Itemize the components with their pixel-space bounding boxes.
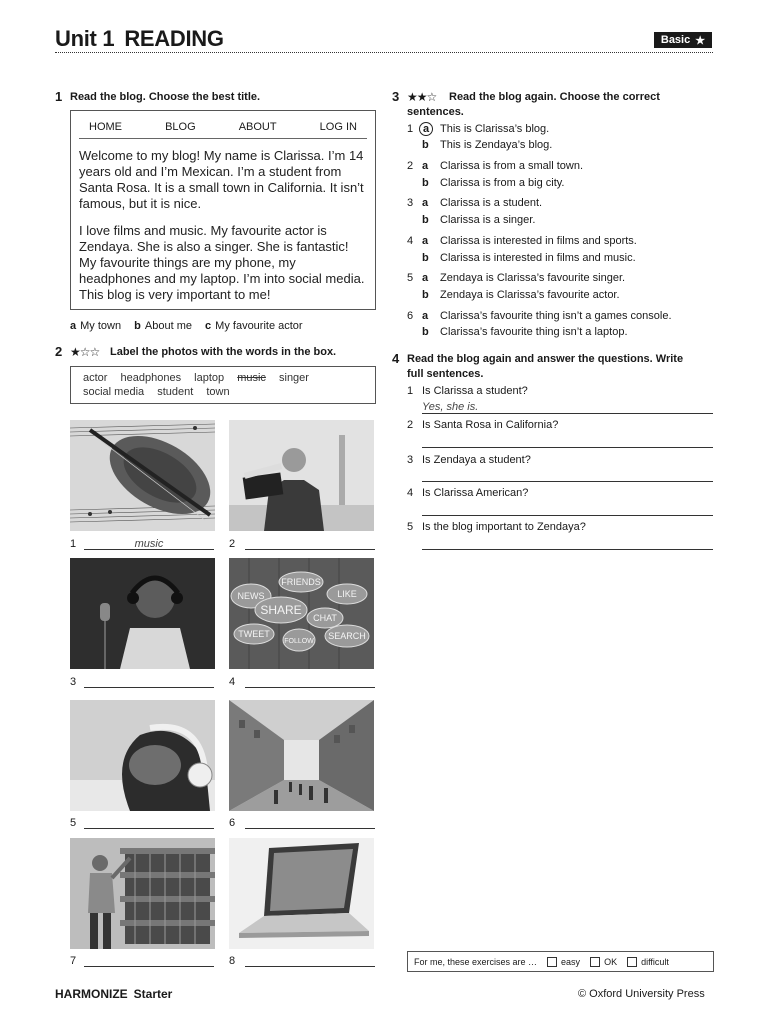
checkbox-ok[interactable] — [590, 957, 600, 967]
blog-paragraph-1: Welcome to my blog! My name is Clarissa. I’m 14 years old and I’m Mexican. I’m a student from Santa Rosa. It is a small town in California. It isn’t famous, but it is nice. — [79, 148, 364, 211]
level-label: Basic — [660, 34, 691, 46]
exercise-2-instruction: Label the photos with the words in the box. — [110, 346, 337, 358]
option-a[interactable]: a My town — [70, 320, 122, 332]
word: laptop — [194, 372, 225, 384]
label-answer-2[interactable] — [245, 538, 375, 550]
label-answer-7[interactable] — [84, 955, 214, 967]
question-number: 5 — [407, 521, 414, 533]
option-letter[interactable]: a — [422, 310, 429, 322]
photo-town — [229, 700, 374, 811]
option-c[interactable]: c My favourite actor — [205, 320, 303, 332]
question-number: 3 — [407, 454, 414, 466]
sentence-b: Clarissa’s favourite thing isn’t a laptop. — [440, 326, 628, 338]
blog-paragraph-2: I love films and music. My favourite actor is Zendaya. She is also a singer. She is fantastic! My favourite things are my phone, my headphones and my laptop. I’m into social media. This blog is very important to me! — [79, 223, 365, 302]
assessment-option: easy — [561, 956, 581, 967]
sentence-a: This is Clarissa’s blog. — [440, 123, 550, 135]
assessment-prompt: For me, these exercises are … — [414, 956, 538, 967]
answer-line-1[interactable]: Yes, she is. — [422, 401, 713, 414]
sentence-a: Clarissa is from a small town. — [440, 160, 584, 172]
selected-answer-circle[interactable]: a — [419, 122, 433, 136]
difficulty-stars-icon: ★☆☆ — [70, 345, 100, 359]
word: actor — [83, 372, 108, 384]
sentence-a: Clarissa is interested in films and sports. — [440, 235, 637, 247]
label-number: 6 — [229, 817, 236, 829]
question-number: 2 — [407, 160, 414, 172]
star-icon: ★ — [695, 34, 706, 47]
label-number: 1 — [70, 538, 77, 550]
footer-brand — [55, 987, 172, 1001]
question-text: Is Clarissa American? — [422, 487, 529, 499]
self-assessment-box — [407, 951, 714, 972]
option-letter[interactable]: b — [422, 289, 429, 301]
brand-name: HARMONIZE — [55, 987, 128, 1001]
question-number: 1 — [407, 385, 414, 397]
question-number: 6 — [407, 310, 414, 322]
label-number: 7 — [70, 955, 77, 967]
label-answer-4[interactable] — [245, 676, 375, 688]
option-letter[interactable]: a — [422, 272, 429, 284]
question-number: 2 — [407, 419, 414, 431]
answer-line-3[interactable] — [422, 469, 713, 482]
label-number: 2 — [229, 538, 236, 550]
social-word: SHARE — [260, 603, 302, 617]
copyright: © Oxford University Press — [578, 988, 705, 1000]
option-letter[interactable]: a — [422, 197, 429, 209]
label-answer-6[interactable] — [245, 817, 375, 829]
exercise-3-instruction: Read the blog again. Choose the correct — [449, 91, 660, 103]
sentence-b: Clarissa is a singer. — [440, 214, 536, 226]
sentence-a: Zendaya is Clarissa’s favourite singer. — [440, 272, 626, 284]
word-used: music — [237, 372, 266, 384]
exercise-4-instruction: Read the blog again and answer the questions. Write — [407, 353, 684, 365]
exercise-1-options — [70, 320, 313, 332]
question-text: Is the blog important to Zendaya? — [422, 521, 586, 533]
social-word: CHAT — [313, 613, 337, 623]
word: singer — [279, 372, 309, 384]
level-badge — [654, 32, 712, 48]
answer-line-2[interactable] — [422, 435, 713, 448]
question-text: Is Clarissa a student? — [422, 385, 528, 397]
photo-violin — [70, 420, 215, 531]
section-title: READING — [124, 26, 224, 51]
social-word: SEARCH — [328, 631, 366, 641]
social-word: FRIENDS — [281, 577, 321, 587]
question-text: Is Zendaya a student? — [422, 454, 531, 466]
sentence-b: Clarissa is from a big city. — [440, 177, 565, 189]
blog-box — [70, 110, 376, 310]
brand-level: Starter — [133, 987, 173, 1001]
word: headphones — [120, 372, 182, 384]
option-letter[interactable]: b — [422, 139, 429, 151]
label-number: 4 — [229, 676, 236, 688]
sentence-a: Clarissa’s favourite thing isn’t a games console. — [440, 310, 672, 322]
label-number: 8 — [229, 955, 236, 967]
word: student — [157, 386, 194, 398]
sentence-a: Clarissa is a student. — [440, 197, 543, 209]
question-number: 5 — [407, 272, 414, 284]
exercise-3-number: 3 — [392, 89, 400, 104]
exercise-4-instruction-cont: full sentences. — [407, 368, 484, 380]
question-text: Is Santa Rosa in California? — [422, 419, 559, 431]
exercise-1-instruction: Read the blog. Choose the best title. — [70, 91, 261, 103]
answer-line-4[interactable] — [422, 503, 713, 516]
unit-number: Unit 1 — [55, 26, 115, 51]
sentence-b: Zendaya is Clarissa’s favourite actor. — [440, 289, 620, 301]
photo-social-media — [229, 558, 374, 669]
blog-nav-login: LOG IN — [319, 121, 357, 133]
blog-nav-home: HOME — [89, 121, 122, 133]
question-number: 4 — [407, 487, 414, 499]
checkbox-difficult[interactable] — [627, 957, 637, 967]
option-letter[interactable]: a — [422, 235, 429, 247]
label-number: 3 — [70, 676, 77, 688]
label-number: 5 — [70, 817, 77, 829]
label-answer-8[interactable] — [245, 955, 375, 967]
label-answer-3[interactable] — [84, 676, 214, 688]
blog-nav — [79, 121, 367, 139]
question-number: 4 — [407, 235, 414, 247]
option-b[interactable]: b About me — [134, 320, 192, 332]
option-letter[interactable]: b — [422, 214, 429, 226]
photo-actor — [229, 420, 374, 531]
photo-student — [70, 838, 215, 949]
exercise-3-instruction-cont: sentences. — [407, 106, 464, 118]
unit-title — [55, 26, 224, 52]
sentence-b: Clarissa is interested in films and music. — [440, 252, 636, 264]
assessment-option: difficult — [641, 956, 669, 967]
option-letter[interactable]: b — [422, 326, 429, 338]
social-word: TWEET — [238, 629, 270, 639]
question-number: 3 — [407, 197, 414, 209]
photo-headphones — [70, 700, 215, 811]
blog-nav-blog: BLOG — [165, 121, 196, 133]
difficulty-stars-icon: ★★☆ — [407, 90, 437, 104]
sentence-b: This is Zendaya’s blog. — [440, 139, 553, 151]
assessment-option: OK — [604, 956, 618, 967]
exercise-4-number: 4 — [392, 351, 400, 366]
word: social media — [83, 386, 145, 398]
word: town — [206, 386, 230, 398]
blog-nav-about: ABOUT — [238, 121, 277, 133]
exercise-1-number: 1 — [55, 89, 63, 104]
label-answer-5[interactable] — [84, 817, 214, 829]
option-letter[interactable]: b — [422, 252, 429, 264]
social-word: NEWS — [237, 591, 265, 601]
social-word: FOLLOW — [284, 638, 314, 645]
word-box — [70, 366, 376, 404]
option-letter[interactable]: a — [422, 160, 429, 172]
answer-line-5[interactable] — [422, 537, 713, 550]
exercise-2-number: 2 — [55, 344, 63, 359]
photo-laptop — [229, 838, 374, 949]
question-number: 1 — [407, 123, 414, 135]
option-letter[interactable]: b — [422, 177, 429, 189]
label-answer-1[interactable]: music — [84, 538, 214, 550]
social-word: LIKE — [337, 589, 357, 599]
header-divider — [55, 52, 713, 53]
checkbox-easy[interactable] — [547, 957, 557, 967]
photo-singer — [70, 558, 215, 669]
